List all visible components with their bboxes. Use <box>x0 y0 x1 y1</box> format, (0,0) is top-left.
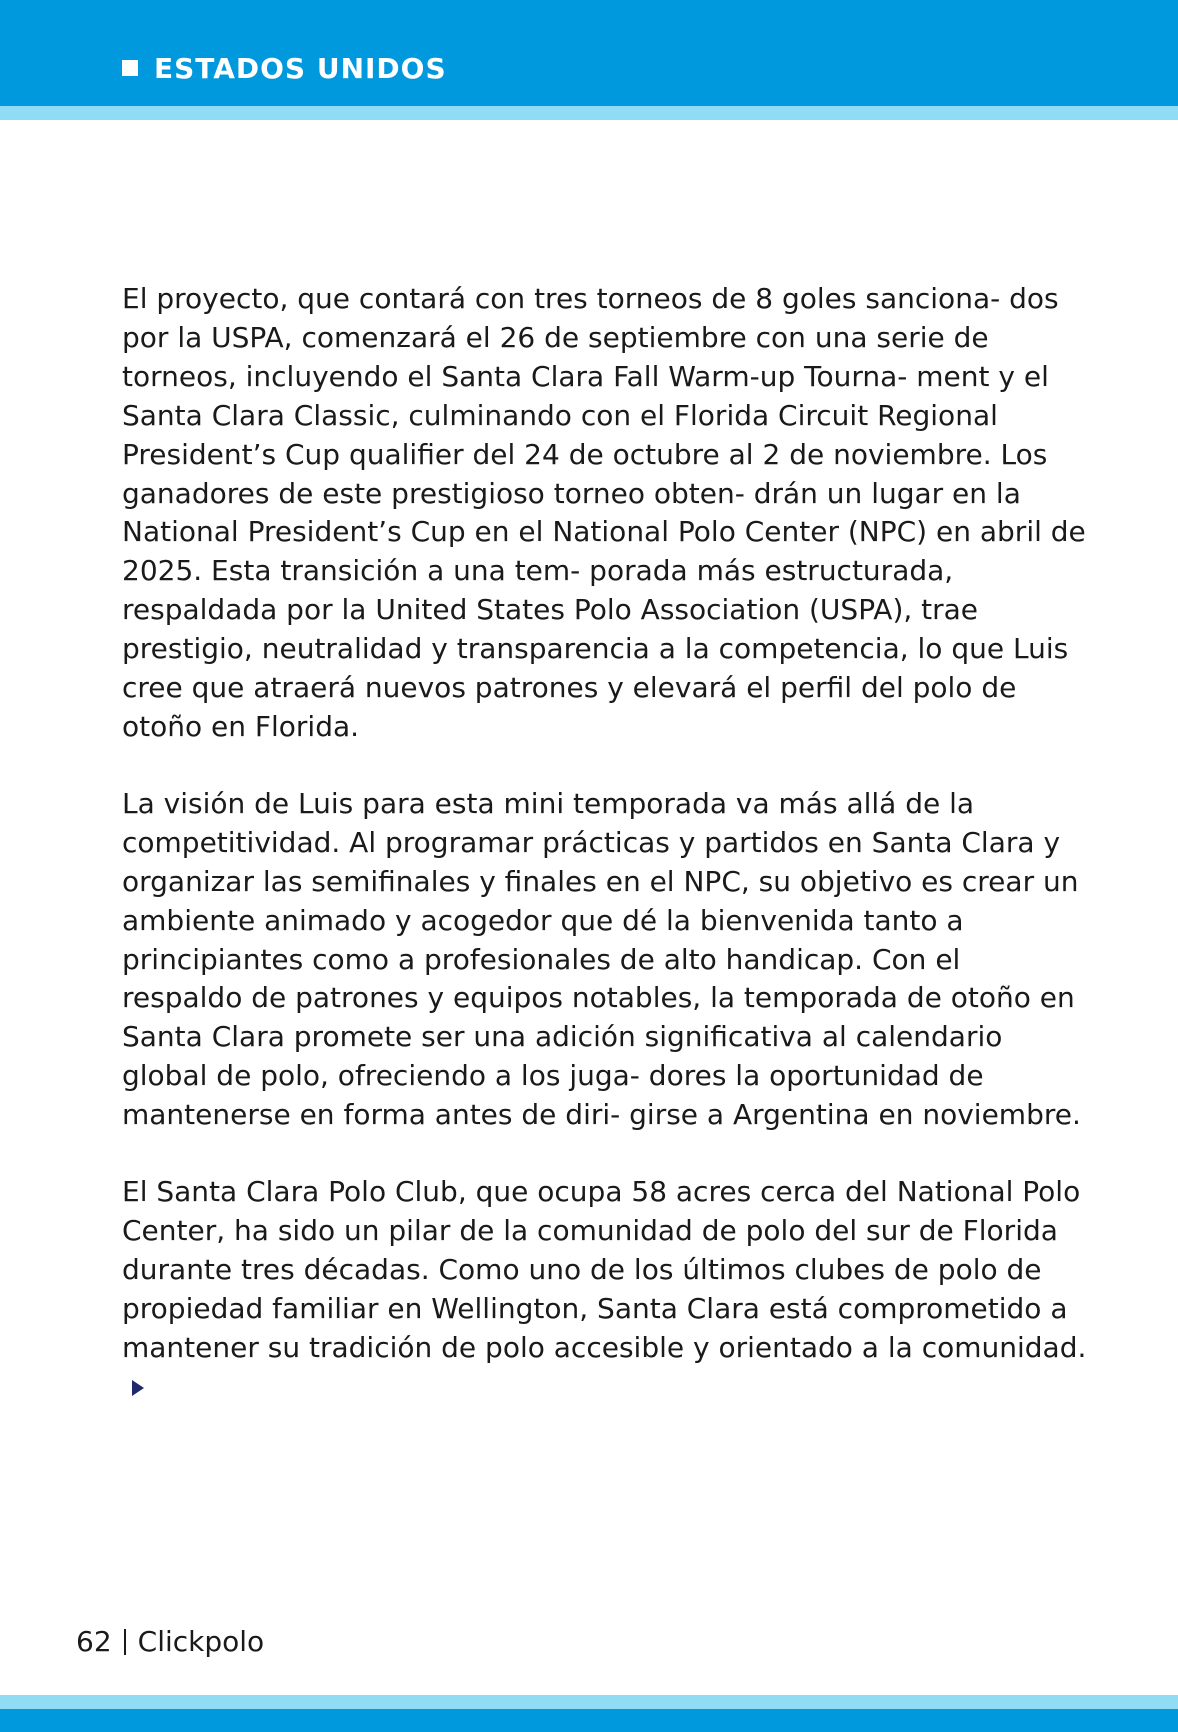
footer-stripe <box>0 1695 1178 1709</box>
folio-separator <box>124 1629 126 1655</box>
page-number: 62 <box>76 1625 112 1658</box>
publication-name: Clickpolo <box>137 1625 265 1658</box>
header-stripe <box>0 106 1178 120</box>
triangle-right-icon <box>132 1380 144 1396</box>
section-title: ESTADOS UNIDOS <box>154 51 447 85</box>
section-label <box>122 48 447 88</box>
paragraph-2: La visión de Luis para esta mini temporada va más allá de la competitividad. Al programar prácticas y partidos en Santa Clara y organizar las semifinales y finales en el NPC, su objetivo es crear un ambiente animado y acogedor que dé la bienvenida tanto a principiantes como a profesionales de alto handicap. Con el respaldo de patrones y equipos notables, la temporada de otoño en Santa Clara promete ser una adición significativa al calendario global de polo, ofreciendo a los juga- dores la oportunidad de mantenerse en forma antes de diri- girse a Argentina en noviembre. <box>122 786 1081 1132</box>
paragraph-3-text: El Santa Clara Polo Club, que ocupa 58 acres cerca del National Polo Center, ha sido un pilar de la comunidad de polo del sur de Florida durante tres décadas. Como uno de los últimos clubes de polo de propiedad familiar en Wellington, Santa Clara está comprometido a mantener su tradición de polo accesible y orientado a la comunidad. <box>122 1175 1087 1364</box>
footer-folio <box>76 1625 264 1658</box>
paragraph-3 <box>122 1173 1088 1406</box>
square-bullet-icon <box>122 60 138 76</box>
paragraph-1: El proyecto, que contará con tres torneos de 8 goles sanciona- dos por la USPA, comenzará el 26 de septiembre con una serie de torneos, incluyendo el Santa Clara Fall Warm-up Tourna- ment y el Santa Clara Classic, culminando con el Florida Circuit Regional President’s Cup qualifier del 24 de octubre al 2 de noviembre. Los ganadores de este prestigioso torneo obten- drán un lugar en la National President’s Cup en el National Polo Center (NPC) en abril de 2025. Esta transición a una tem- porada más estructurada, respaldada por la United States Polo Association (USPA), trae prestigio, neutralidad y transparencia a la competencia, lo que Luis cree que atraerá nuevos patrones y elevará el perfil del polo de otoño en Florida. <box>122 282 1086 743</box>
footer-bar <box>0 1709 1178 1732</box>
article-body <box>122 280 1088 1444</box>
